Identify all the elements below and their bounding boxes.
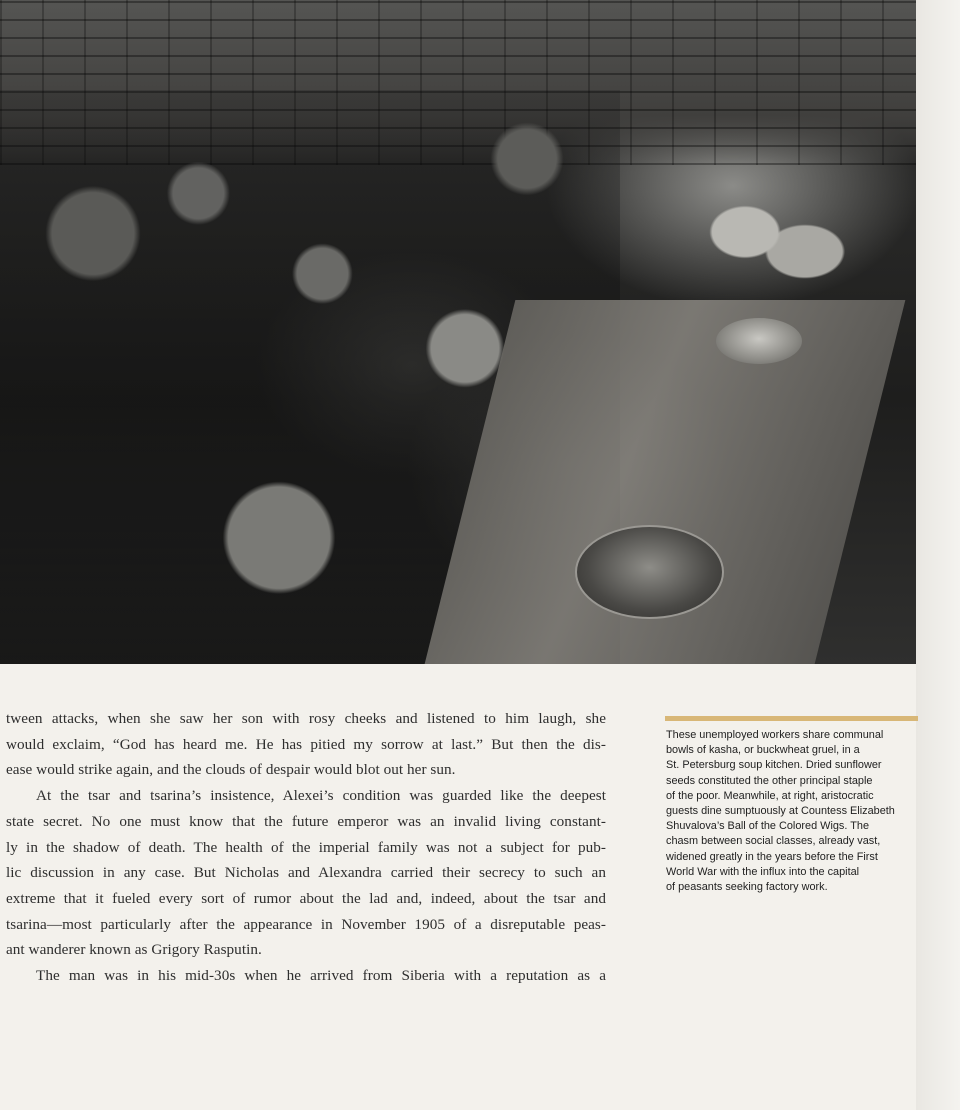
caption-line: guests dine sumptuously at Countess Elizabeth <box>666 805 895 818</box>
photo-caption <box>666 728 916 895</box>
caption-line: These unemployed workers share communal <box>666 729 884 741</box>
body-line: ease would strike again, and the clouds of despair would blot out her sun. <box>6 761 456 779</box>
caption-rule <box>665 716 918 721</box>
communal-bowl-small <box>716 318 802 364</box>
page-margin <box>916 0 960 1110</box>
cooking-pots <box>700 180 850 310</box>
body-line: At the tsar and tsarina’s insistence, Alexei’s condition was guarded like the deepest <box>36 787 606 805</box>
body-line: tween attacks, when she saw her son with rosy cheeks and listened to him laugh, she <box>6 710 606 727</box>
body-line: would exclaim, “God has heard me. He has pitied my sorrow at last.” But then the dis- <box>6 735 606 753</box>
body-line: The man was in his mid-30s when he arrived from Siberia with a reputation as a <box>36 967 606 985</box>
body-line: extreme that it fueled every sort of rumor about the lad and, indeed, about the tsar and <box>6 889 606 907</box>
caption-line: seeds constituted the other principal staple <box>666 774 873 787</box>
body-line: ly in the shadow of death. The health of the imperial family was not a subject for pub- <box>6 838 606 856</box>
body-line: lic discussion in any case. But Nicholas and Alexandra carried their secrecy to such an <box>6 864 606 882</box>
caption-line: chasm between social classes, already vast, <box>666 835 881 848</box>
body-line: tsarina—most particularly after the appearance in November 1905 of a disreputable peas- <box>6 915 606 933</box>
caption-line: bowls of kasha, or buckwheat gruel, in a <box>666 744 860 757</box>
body-text <box>6 706 610 989</box>
communal-bowl-large <box>575 525 724 619</box>
body-line: state secret. No one must know that the future emperor was an invalid living constant- <box>6 812 606 830</box>
caption-line: Shuvalova’s Ball of the Colored Wigs. The <box>666 820 869 833</box>
body-line: ant wanderer known as Grigory Rasputin. <box>6 941 262 959</box>
caption-line: of the poor. Meanwhile, at right, aristocratic <box>666 789 874 802</box>
caption-line: widened greatly in the years before the First <box>666 850 878 863</box>
caption-line: of peasants seeking factory work. <box>666 881 828 894</box>
caption-line: St. Petersburg soup kitchen. Dried sunflower <box>666 759 882 772</box>
caption-line: World War with the influx into the capital <box>666 865 860 878</box>
